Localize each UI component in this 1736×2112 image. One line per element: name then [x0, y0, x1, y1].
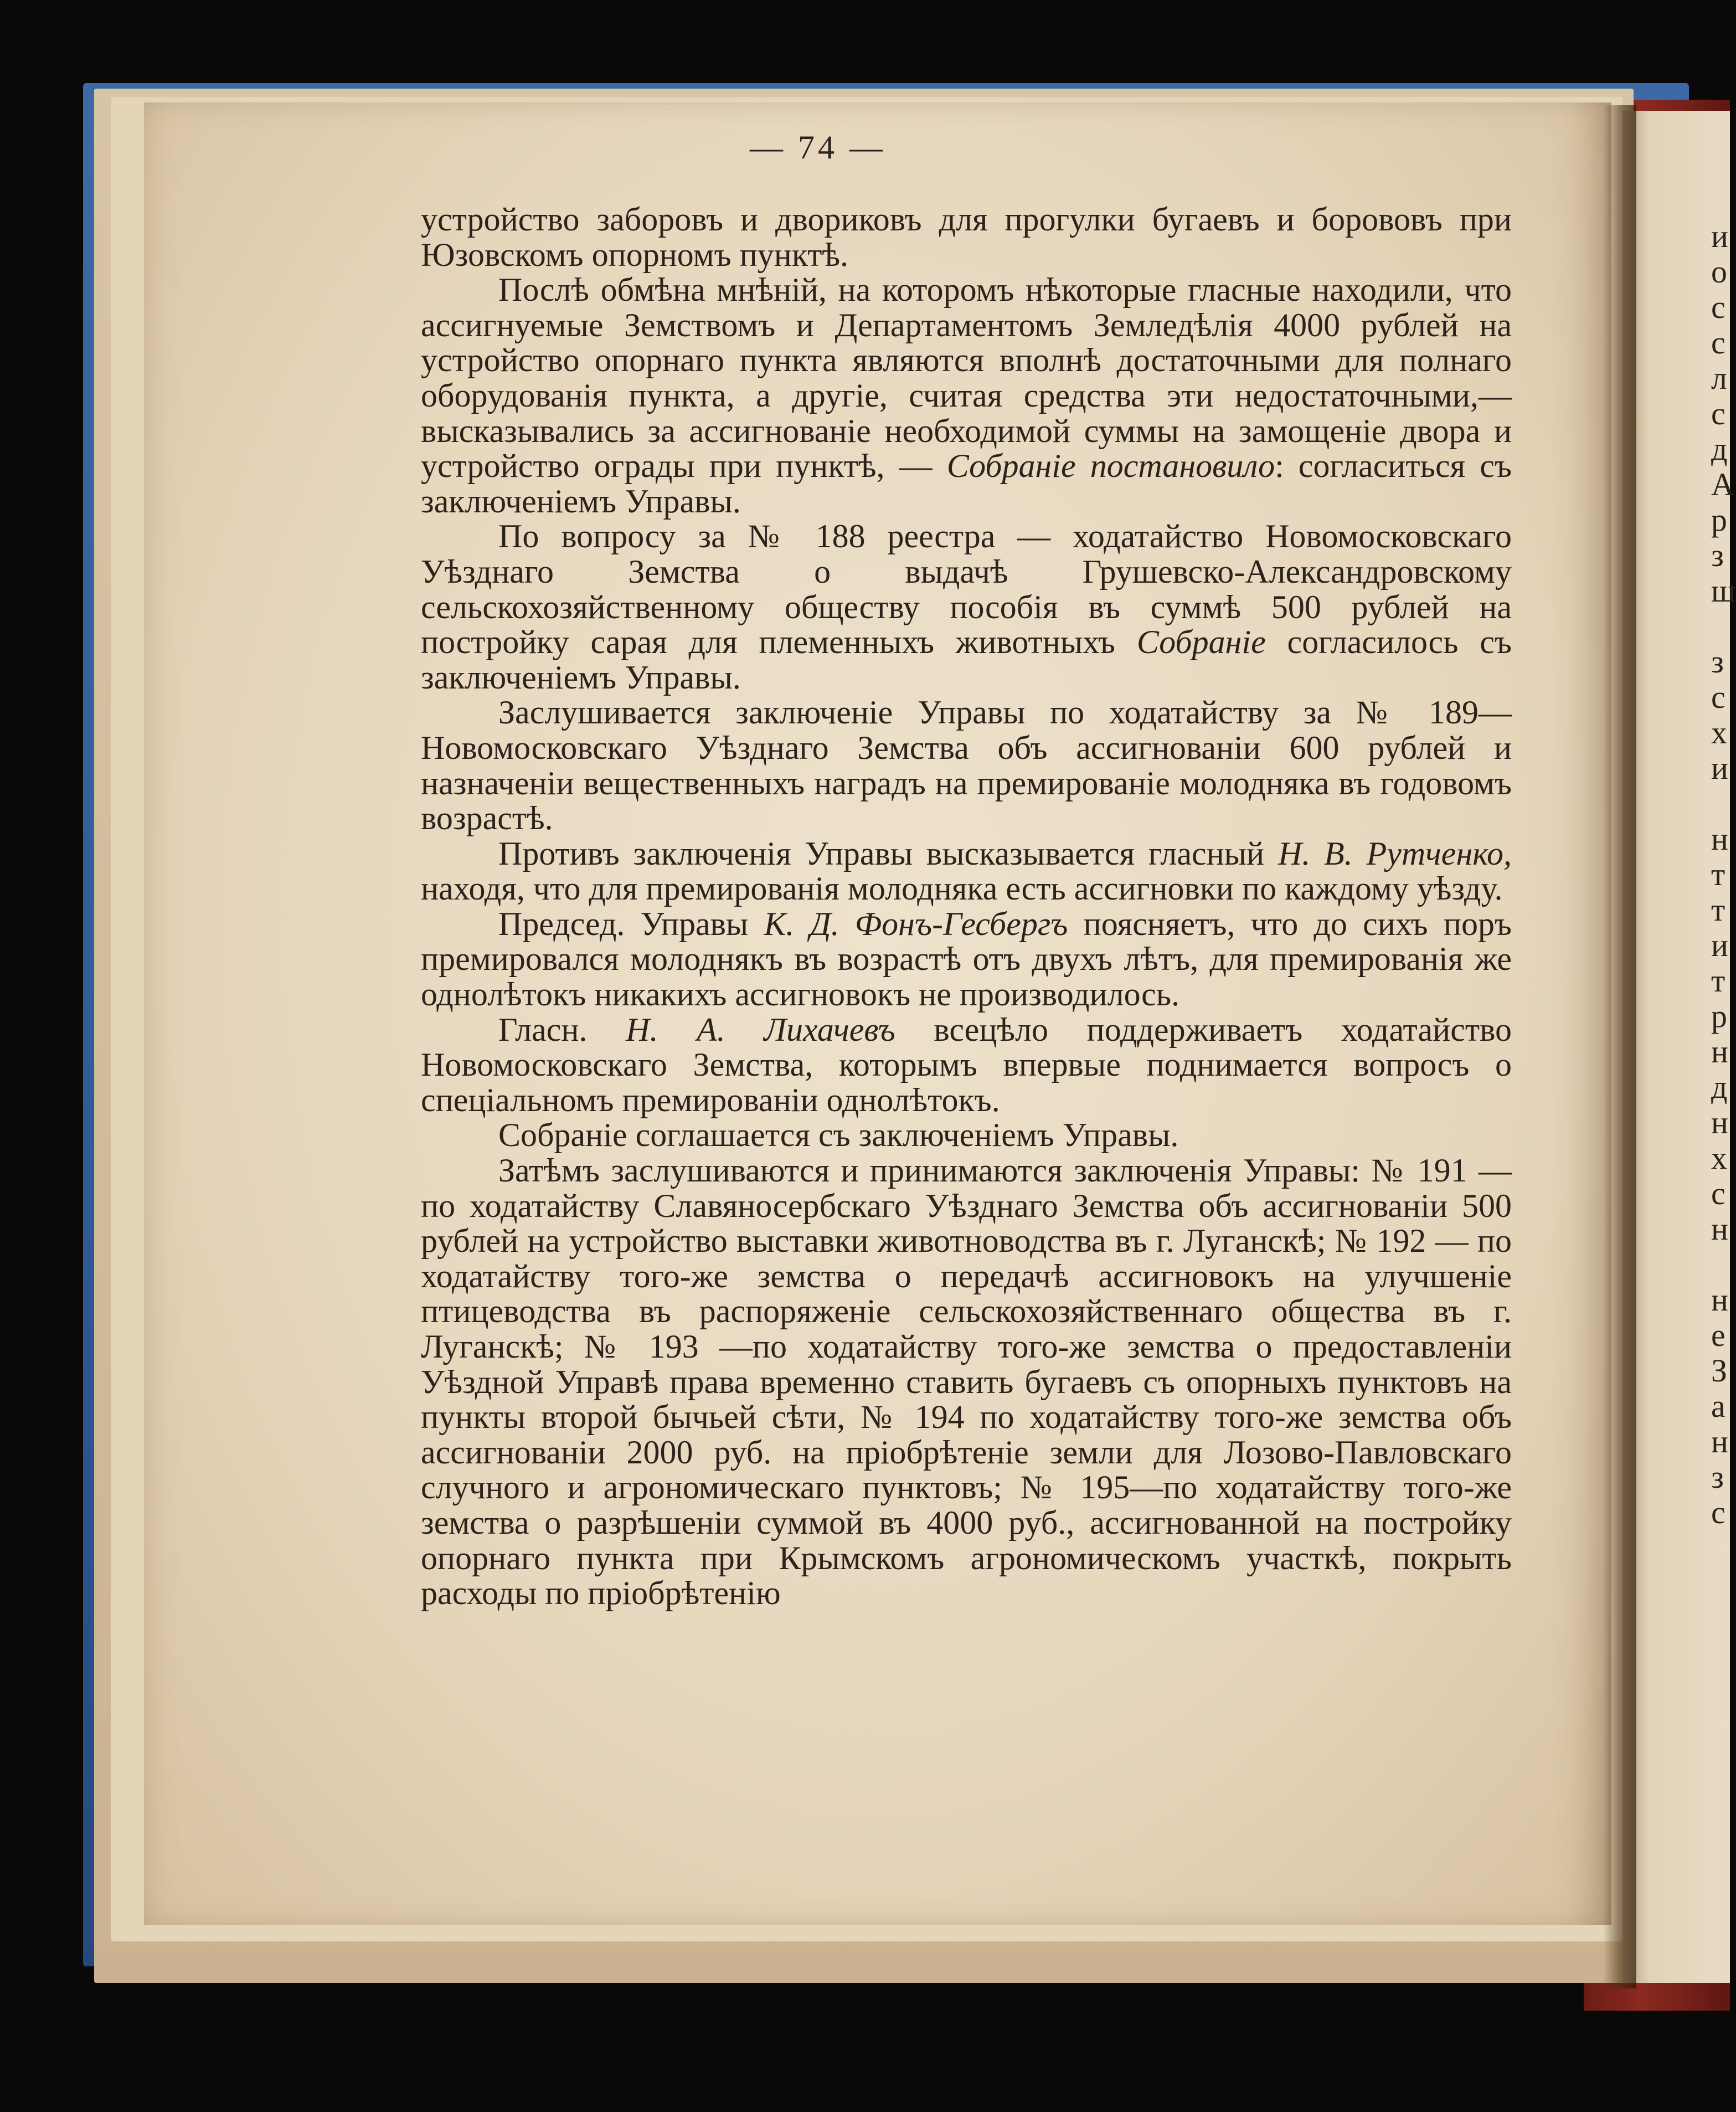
italic-text: К. Д. Фонъ-Гесбергъ [764, 905, 1068, 942]
paragraph [421, 1153, 1512, 1611]
paragraph [421, 1013, 1512, 1118]
italic-text: Собраніе постановило [946, 448, 1275, 485]
paragraph [421, 836, 1512, 907]
text-run: Председ. Управы [498, 905, 764, 942]
paragraph [421, 1118, 1512, 1153]
text-run: всецѣло поддерживаетъ ходатайство Новомосковскаго Земства, которымъ впервые поднимается вопросъ о спеціальномъ премированіи однолѣтокъ. [421, 1011, 1512, 1118]
italic-text: Собраніе [1136, 624, 1266, 661]
paragraph [421, 273, 1512, 519]
text-run: устройство заборовъ и двориковъ для прогулки бугаевъ и борововъ при Юзовскомъ опорномъ пунктѣ. [421, 201, 1512, 273]
text-run: Затѣмъ заслушиваются и принимаются заключенія Управы: № 191 —по ходатайству Славяносербскаго Уѣзднаго Земства объ ассигнованіи 500 рублей на устройство выставки животноводства въ г. Луганскѣ; № 192 — по ходатайству того-же земства о передачѣ ассигновокъ на улучшеніе птицеводства въ распоряженіе сельскохозяйственнаго общества въ г. Луганскѣ; № 193 —по ходатайству того-же земства о предоставленіи Уѣздной Управѣ права временно ставить бугаевъ съ опорныхъ пунктовъ на пункты второй бычьей сѣти, № 194 по ходатайству того-же земства объ ассигнованіи 2000 руб. на пріобрѣтеніе земли для Лозово-Павловскаго случного и агрономическаго пунктовъ; № 195—по ходатайству того-же земства о разрѣшеніи суммой въ 4000 руб., ассигнованной на постройку опорнаго пункта при Крымскомъ агрономическомъ участкѣ, покрыть расходы по пріобрѣтенію [421, 1152, 1512, 1612]
italic-text: Н. А. Лихачевъ [626, 1011, 895, 1048]
text-run: По вопросу за № 188 реестра — ходатайство Новомосковскаго Уѣзднаго Земства о выдачѣ Грушевско-Александровскому сельскохозяйственному обществу пособія въ суммѣ 500 рублей на постройку сарая для племенныхъ животныхъ [421, 518, 1512, 661]
italic-text: Н. В. Рутченко, [1277, 835, 1512, 872]
text-run: Собраніе соглашается съ заключеніемъ Управы. [498, 1117, 1179, 1154]
page-number: — 74 — [750, 129, 886, 166]
facing-page-text: и о с с л с д А р з ш з с х и н т т и т р н д н х с н н е З а н з с [1711, 218, 1736, 1530]
text-run: Послѣ обмѣна мнѣній, на которомъ нѣкоторые гласные находили, что ассигнуемые Земствомъ и Департаментомъ Земледѣлія 4000 рублей на устройство опорнаго пункта являются вполнѣ достаточными для полнаго оборудованія пункта, а другіе, считая средства эти недостаточными,— высказывались за ассигнованіе необходимой суммы на замощеніе двора и устройство ограды при пунктѣ, — [421, 271, 1512, 485]
text-run: Гласн. [498, 1011, 626, 1048]
paragraph [421, 907, 1512, 1013]
paragraph [421, 519, 1512, 695]
text-run: : согласиться съ заключеніемъ Управы. [421, 448, 1512, 520]
text-run: Противъ заключенія Управы высказывается гласный [498, 835, 1278, 872]
page-gutter-shadow [1603, 105, 1636, 1988]
page-text-block [421, 202, 1512, 1611]
text-run: Заслушивается заключеніе Управы по ходатайству за № 189—Новомосковскаго Уѣзднаго Земства объ ассигнованіи 600 рублей и назначеніи вещественныхъ наградъ на премированіе молодняка въ годовомъ возрастѣ. [421, 694, 1512, 837]
text-run: находя, что для премированія молодняка есть ассигновки по каждому уѣзду. [421, 870, 1503, 907]
paragraph [421, 202, 1512, 273]
text-run: поясняетъ, что до сихъ поръ премировался молоднякъ въ возрастѣ отъ двухъ лѣтъ, для премированія же однолѣтокъ никакихъ ассигновокъ не производилось. [421, 905, 1512, 1013]
text-run: согласилось съ заключеніемъ Управы. [421, 624, 1512, 696]
paragraph [421, 695, 1512, 836]
